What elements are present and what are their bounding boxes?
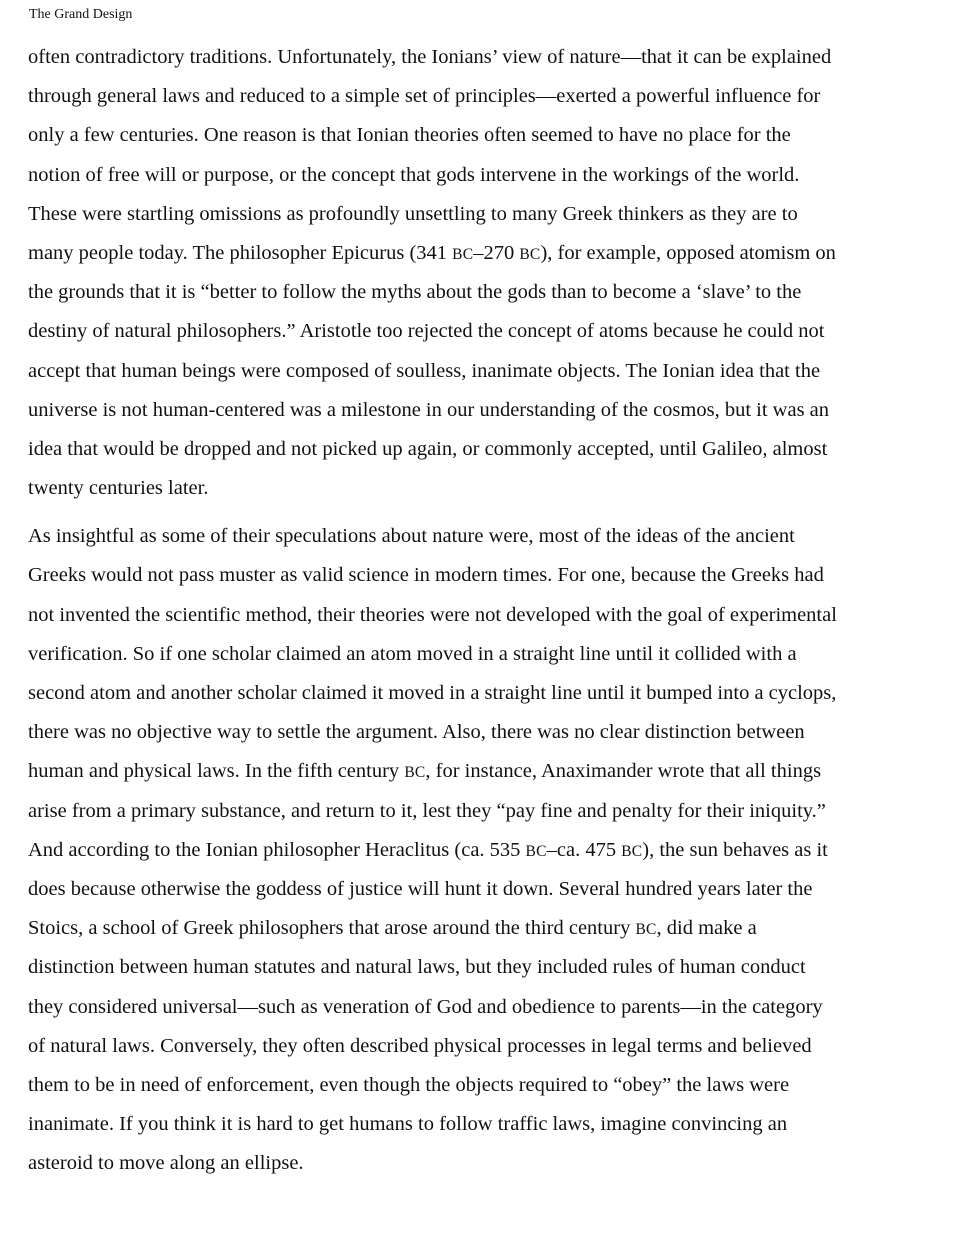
text-line — [28, 469, 928, 508]
text-run: often contradictory traditions. Unfortunately, the Ionians’ view of nature—that it can be explained — [28, 46, 832, 68]
text-run: , for instance, Anaximander wrote that all things — [425, 760, 822, 783]
text-run: ), the sun behaves as it — [642, 838, 828, 861]
era-abbreviation: BC — [635, 921, 657, 939]
text-line — [28, 909, 928, 948]
text-run: not invented the scientific method, their theories were not developed with the goal of experimental — [28, 603, 837, 626]
text-run: the grounds that it is “better to follow the myths about the gods than to become a ‘slave’ to the — [28, 281, 802, 304]
text-run: universe is not human-centered was a milestone in our understanding of the cosmos, but it was an — [28, 398, 830, 421]
text-run: notion of free will or purpose, or the concept that gods intervene in the workings of the world. — [28, 163, 800, 186]
text-line — [28, 38, 928, 77]
text-line — [28, 792, 928, 831]
text-run: second atom and another scholar claimed it moved in a straight line until it bumped into a cyclops, — [28, 682, 837, 704]
text-line — [28, 391, 928, 430]
text-line — [28, 1144, 928, 1183]
text-run: through general laws and reduced to a simple set of principles—exerted a powerful influence for — [28, 85, 821, 108]
text-line — [28, 1027, 928, 1066]
text-run: inanimate. If you think it is hard to get humans to follow traffic laws, imagine convincing an — [28, 1113, 788, 1136]
text-run: twenty centuries later. — [28, 477, 209, 500]
era-abbreviation: BC — [452, 245, 474, 263]
text-run: As insightful as some of their speculations about nature were, most of the ideas of the ancient — [28, 525, 795, 548]
era-abbreviation: BC — [404, 764, 426, 782]
text-line — [28, 234, 928, 273]
text-line — [28, 556, 928, 595]
text-line — [28, 988, 928, 1027]
text-run: Stoics, a school of Greek philosophers that arose around the third century — [28, 917, 636, 940]
text-line — [28, 352, 928, 391]
text-line — [28, 273, 928, 312]
text-line — [28, 116, 928, 155]
text-run: verification. So if one scholar claimed an atom moved in a straight line until it collided with a — [28, 642, 797, 665]
text-run: And according to the Ionian philosopher Heraclitus (ca. 535 — [28, 838, 526, 861]
text-run: many people today. The philosopher Epicurus (341 — [28, 241, 453, 264]
text-run: distinction between human statutes and natural laws, but they included rules of human conduct — [28, 956, 806, 979]
text-run: there was no objective way to settle the argument. Also, there was no clear distinction between — [28, 721, 805, 744]
text-run: only a few centuries. One reason is that Ionian theories often seemed to have no place for the — [28, 124, 791, 147]
body-paragraph — [28, 517, 928, 1183]
text-run: Greeks would not pass muster as valid science in modern times. For one, because the Greeks had — [28, 564, 824, 587]
text-run: human and physical laws. In the fifth century — [28, 760, 405, 783]
text-run: –270 — [473, 241, 520, 264]
text-run: accept that human beings were composed of soulless, inanimate objects. The Ionian idea that the — [28, 359, 821, 382]
text-line — [28, 156, 928, 195]
era-abbreviation: BC — [519, 245, 541, 263]
text-line — [28, 948, 928, 987]
text-run: asteroid to move along an ellipse. — [28, 1152, 304, 1175]
text-line — [28, 596, 928, 635]
body-paragraph — [28, 38, 928, 508]
text-run: ), for example, opposed atomism on — [540, 241, 836, 264]
text-line — [28, 1066, 928, 1105]
text-line — [28, 517, 928, 556]
page-body — [28, 38, 928, 1183]
text-line — [28, 430, 928, 469]
text-run: These were startling omissions as profoundly unsettling to many Greek thinkers as they are to — [28, 202, 798, 225]
text-run: –ca. 475 — [546, 838, 622, 861]
running-header: The Grand Design — [29, 7, 133, 22]
text-line — [28, 713, 928, 752]
text-line — [28, 77, 928, 116]
text-line — [28, 635, 928, 674]
text-run: , did make a — [656, 917, 757, 940]
text-run: idea that would be dropped and not picked up again, or commonly accepted, until Galileo, almost — [28, 437, 828, 460]
text-line — [28, 870, 928, 909]
text-line — [28, 1105, 928, 1144]
text-line — [28, 752, 928, 791]
text-run: does because otherwise the goddess of justice will hunt it down. Several hundred years later the — [28, 877, 813, 900]
era-abbreviation: BC — [621, 842, 643, 860]
text-line — [28, 195, 928, 234]
text-line — [28, 674, 928, 713]
era-abbreviation: BC — [525, 842, 547, 860]
text-run: arise from a primary substance, and return to it, lest they “pay fine and penalty for their iniquity.” — [28, 799, 826, 822]
text-run: destiny of natural philosophers.” Aristotle too rejected the concept of atoms because he could not — [28, 320, 825, 343]
text-run: they considered universal—such as veneration of God and obedience to parents—in the category — [28, 995, 823, 1018]
text-run: them to be in need of enforcement, even though the objects required to “obey” the laws were — [28, 1073, 790, 1096]
text-run: of natural laws. Conversely, they often described physical processes in legal terms and believed — [28, 1034, 812, 1057]
text-line — [28, 312, 928, 351]
text-line — [28, 831, 928, 870]
